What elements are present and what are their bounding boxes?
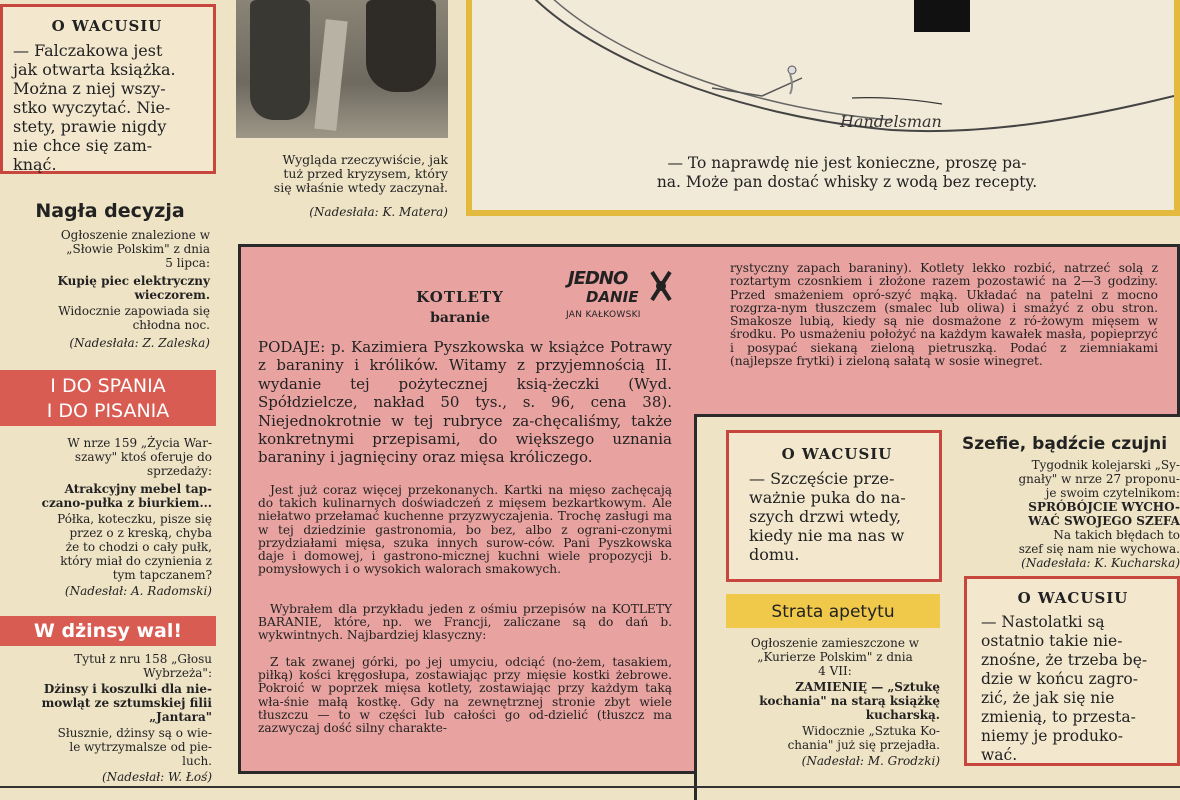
- wacusiu-box-2: [726, 430, 942, 582]
- cartoon-drawing: [472, 0, 1174, 146]
- wacusiu-title-1: O WACUSIU: [51, 17, 163, 35]
- cartoon-frame: [466, 0, 1180, 216]
- dzinsy-signature: (Nadesłał: W. Łoś): [101, 770, 212, 784]
- strata-title-bar: Strata apetytu: [726, 594, 940, 628]
- wacusiu-text-2: — Szczęście prze- ważnie puka do na- szych drzwi wtedy, kiedy nie ma nas w domu.: [749, 469, 906, 564]
- nagla-comment: Widocznie zapowiada się chłodna noc.: [58, 304, 210, 332]
- wacusiu-title-2: O WACUSIU: [781, 445, 893, 463]
- kotlety-paragraph-1: Jest już coraz więcej przekonanych. Kartki na mięso zachęcają do takich kulinarnych doświadczeń z mięsem bezkartkowym. Ale niełatwo przełamać kuchenne przyzwyczajenia. Trochę zasługi ma w tej dziedzinie gastronomia, bo bez, albo z ograni-czonymi przydziałami mięsa, szuka innych surow-ców. Pani Pyszkowska daje i domowej, i gastrono-micznej kuchni wiele propozycji b. pomysłowych i o wysokich walorach smakowych.: [258, 483, 672, 577]
- dzinsy-comment: Słusznie, dżinsy są o wie- le wytrzymalsze od pie- luch.: [57, 726, 212, 768]
- cartoon-caption: — To naprawdę nie jest konieczne, proszę pa- na. Może pan dostać whisky z wodą bez recepty.: [656, 154, 1038, 191]
- photo-signature: (Nadesłała: K. Matera): [309, 205, 448, 219]
- spania-intro: W nrze 159 „Życia War- szawy" ktoś oferuje do sprzedaży:: [67, 436, 212, 478]
- logo-author: JAN KAŁKOWSKI: [566, 310, 641, 320]
- strata-ad: ZAMIENIĘ — „Sztukę kochania" na starą książkę kucharską.: [759, 680, 940, 722]
- nagla-ad: Kupię piec elektryczny wieczorem.: [57, 274, 210, 302]
- kotlety-column-2: rystyczny zapach baraniny). Kotlety lekko rozbić, natrzeć solą z roztartym czosnkiem i złożone razem pozostawić na 2—3 godziny. Przed smażeniem opró-szyć mąką. Układać na patelni z mocno rozgrza-nym tłuszczem (smalec lub oliwa) i smażyć z obu stron. Smakosze lubią, kiedy są nie dosmażone z ró-żowym mięsem w środku. Po usmażeniu położyć na każdym kawałek masła, popieprzyć i posypać siekaną zieloną pietruszką. Podać z ziemniakami (najlepsze frytki) i zieloną sałatą w sosie winegret.: [730, 261, 1158, 369]
- spania-title-bar: [0, 370, 216, 426]
- kotlety-paragraph-2: Wybrałem dla przykładu jeden z ośmiu przepisów na KOTLETY BARANIE, które, np. we Francji, zaliczane są do dań b. wykwintnych. Najbardziej klasyczny:: [258, 602, 672, 643]
- wacusiu-title-3: O WACUSIU: [1017, 589, 1129, 607]
- spania-comment: Półka, koteczku, pisze się przez o z kreską, chyba że to chodzi o cały pułk, który miał do czynienia z tym tapczanem?: [57, 512, 212, 582]
- cartoon-signature: Handelsman: [840, 112, 942, 131]
- photo: [236, 0, 448, 138]
- kotlety-lead: PODAJE: p. Kazimiera Pyszkowska w książce Potrawy z baraniny i królików. Witamy z przyjemnością II. wydanie tej pożytecznej ksią-żeczki (Wyd. Spółdzielcze, nakład 50 tys., s. 96, cena 38). Niejednokrotnie w tej rubryce za-chęcaliśmy, także konkretnymi przepisami, do większego uznania baraniny i jagnięciny oraz mięsa króliczego.: [258, 338, 672, 467]
- dzinsy-ad: Dżinsy i koszulki dla nie- mowląt ze sztumskiej filii „Jantara": [41, 682, 212, 724]
- szefie-ad: SPRÓBÓJCIE WYCHO- WAĆ SWOJEGO SZEFA: [1028, 500, 1180, 528]
- wacusiu-text-3: — Nastolatki są ostatnio takie nie- znośne, że trzeba bę- dzie w końcu zagro- zić, że jak się nie zmienią, to przesta- niemy je produko- wać.: [981, 613, 1148, 764]
- photo-figure-left: [250, 0, 310, 120]
- spania-title-line2: I DO PISANIA: [46, 400, 170, 422]
- kotlety-paragraph-3: Z tak zwanej górki, po jej umyciu, odciąć (no-żem, tasakiem, piłką) kości kręgosłupa, zostawiając przy mięsie kostki żebrowe. Pokroić w poprzek mięsa kotlety, zostawiając przy każdym taką wła-śnie małą kostkę. Gdy na zewnętrznej stronie zbyt wiele tłuszczu — to w części lub całości go od-dzielić (tłuszcz ma zazwyczaj dość silny charakte-: [258, 655, 672, 736]
- spania-title-line1: I DO SPANIA: [50, 375, 166, 397]
- strata-signature: (Nadesłał: M. Grodzki): [801, 754, 940, 768]
- nagla-title: Nagła decyzja: [35, 200, 185, 222]
- dzinsy-intro: Tytuł z nru 158 „Głosu Wybrzeża":: [74, 652, 212, 680]
- szefie-signature: (Nadesłała: K. Kucharska): [1021, 556, 1180, 570]
- szefie-title: Szefie, bądźcie czujni: [962, 434, 1168, 454]
- spania-ad: Atrakcyjny mebel tap- czano-pułka z biurkiem...: [41, 482, 212, 510]
- photo-caption: Wygląda rzeczywiście, jak tuż przed kryzysem, który się właśnie wtedy zaczynał.: [273, 152, 448, 195]
- strata-intro: Ogłoszenie zamieszczone w „Kurierze Polskim" z dnia 4 VII:: [750, 636, 920, 678]
- photo-figure-right: [366, 0, 436, 92]
- szefie-comment: Na takich błędach to szef się nam nie wychowa.: [1018, 528, 1180, 556]
- wacusiu-text-1: — Falczakowa jest jak otwarta książka. Można z niej wszy- stko wyczytać. Nie- stety, prawie nigdy nie chce się zam- knąć.: [13, 41, 176, 174]
- strata-comment: Widocznie „Sztuka Ko- chania" już się przejadła.: [787, 724, 940, 752]
- wacusiu-box-3: [964, 576, 1180, 766]
- nagla-intro: Ogłoszenie znalezione w „Słowie Polskim" z dnia 5 lipca:: [60, 228, 210, 270]
- photo-leg: [314, 19, 347, 131]
- bottom-rule: [0, 786, 1180, 788]
- fork-knife-icon: [648, 270, 674, 304]
- wacusiu-box-1: [0, 4, 216, 174]
- jedno-danie-logo: [566, 268, 676, 326]
- dzinsy-title-bar: W dżinsy wal!: [0, 616, 216, 646]
- kotlety-title: KOTLETY: [416, 288, 504, 306]
- logo-line1: JEDNO: [568, 268, 628, 289]
- kotlety-subtitle: baranie: [430, 310, 490, 326]
- spania-signature: (Nadesłał: A. Radomski): [64, 584, 212, 598]
- nagla-signature: (Nadesłała: Z. Zaleska): [69, 336, 210, 350]
- szefie-intro: Tygodnik kolejarski „Sy- gnały" w nrze 27 proponu- je swoim czytelnikom:: [1018, 458, 1180, 500]
- logo-line2: DANIE: [586, 288, 639, 306]
